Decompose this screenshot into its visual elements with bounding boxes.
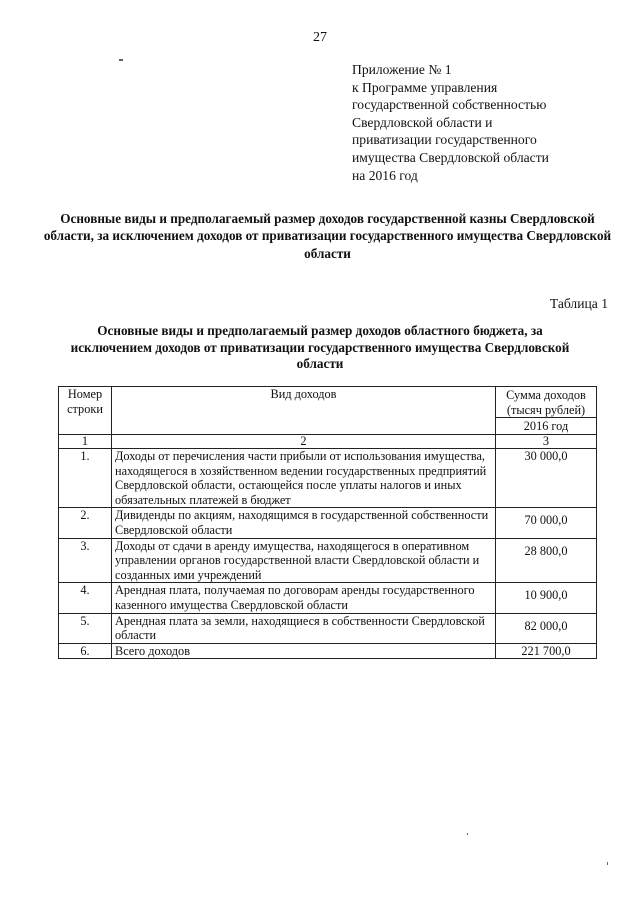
row-number: 2. <box>59 508 112 538</box>
appendix-line: имущества Свердловской области <box>352 149 549 165</box>
appendix-line: на 2016 год <box>352 167 418 183</box>
row-sum: 10 900,0 <box>496 583 597 613</box>
appendix-line: Приложение № 1 <box>352 62 452 77</box>
appendix-line: к Программе управления <box>352 79 498 95</box>
row-sum: 70 000,0 <box>496 508 597 538</box>
table-label: Таблица 1 <box>549 296 608 311</box>
row-sum: 30 000,0 <box>496 449 597 508</box>
page-number: 27 <box>313 30 327 45</box>
table-row <box>59 613 597 643</box>
table-row <box>59 508 597 538</box>
table-row <box>59 583 597 613</box>
table-row <box>59 449 597 508</box>
header-row <box>59 387 597 435</box>
table-title: Основные виды и предполагаемый размер доходов областного бюджета, за исключением доходов от приватизации государственного имущества Свердловской области <box>70 323 570 372</box>
row-number: 3. <box>59 538 112 583</box>
row-sum: 28 800,0 <box>496 538 597 583</box>
column-number-row <box>59 435 597 449</box>
appendix-line: Свердловской области и <box>352 114 493 130</box>
scan-speck <box>607 862 608 865</box>
header-sum-cell <box>496 387 597 435</box>
appendix-line: приватизации государственного <box>352 132 537 148</box>
row-number: 6. <box>59 643 112 659</box>
header-year: 2016 год <box>523 419 569 434</box>
header-type: Вид доходов <box>112 387 496 435</box>
row-sum: 221 700,0 <box>496 643 597 659</box>
header-number: Номер строки <box>59 387 112 435</box>
header-sum: Сумма доходов (тысяч рублей) <box>496 387 596 418</box>
row-number: 5. <box>59 613 112 643</box>
scan-speck <box>467 833 468 835</box>
row-type: Всего доходов <box>112 643 496 659</box>
table-row-total <box>59 643 597 659</box>
column-number: 3 <box>496 435 597 449</box>
row-type: Дивиденды по акциям, находящимся в государственной собственности Свердловской области <box>112 508 496 538</box>
appendix-line: государственной собственностью <box>352 97 547 113</box>
row-number: 1. <box>59 449 112 508</box>
column-number: 2 <box>112 435 496 449</box>
main-title: Основные виды и предполагаемый размер доходов государственной казны Свердловской области, за исключением доходов от приватизации государственного имущества Свердловской области <box>43 211 612 261</box>
appendix-note <box>352 61 632 184</box>
row-type: Доходы от перечисления части прибыли от использования имущества, находящегося в хозяйственном ведении государственных предприятий Свердловской области, остающейся после уплаты налогов и иных обязательных платежей в бюджет <box>112 449 496 508</box>
row-type: Доходы от сдачи в аренду имущества, находящегося в оперативном управлении органов государственной власти Свердловской области и созданных ими учреждений <box>112 538 496 583</box>
scan-speck <box>119 59 123 61</box>
table-row <box>59 538 597 583</box>
row-type: Арендная плата, получаемая по договорам аренды государственного казенного имущества Свердловской области <box>112 583 496 613</box>
row-number: 4. <box>59 583 112 613</box>
row-type: Арендная плата за земли, находящиеся в собственности Свердловской области <box>112 613 496 643</box>
income-table <box>58 386 597 659</box>
column-number: 1 <box>59 435 112 449</box>
row-sum: 82 000,0 <box>496 613 597 643</box>
